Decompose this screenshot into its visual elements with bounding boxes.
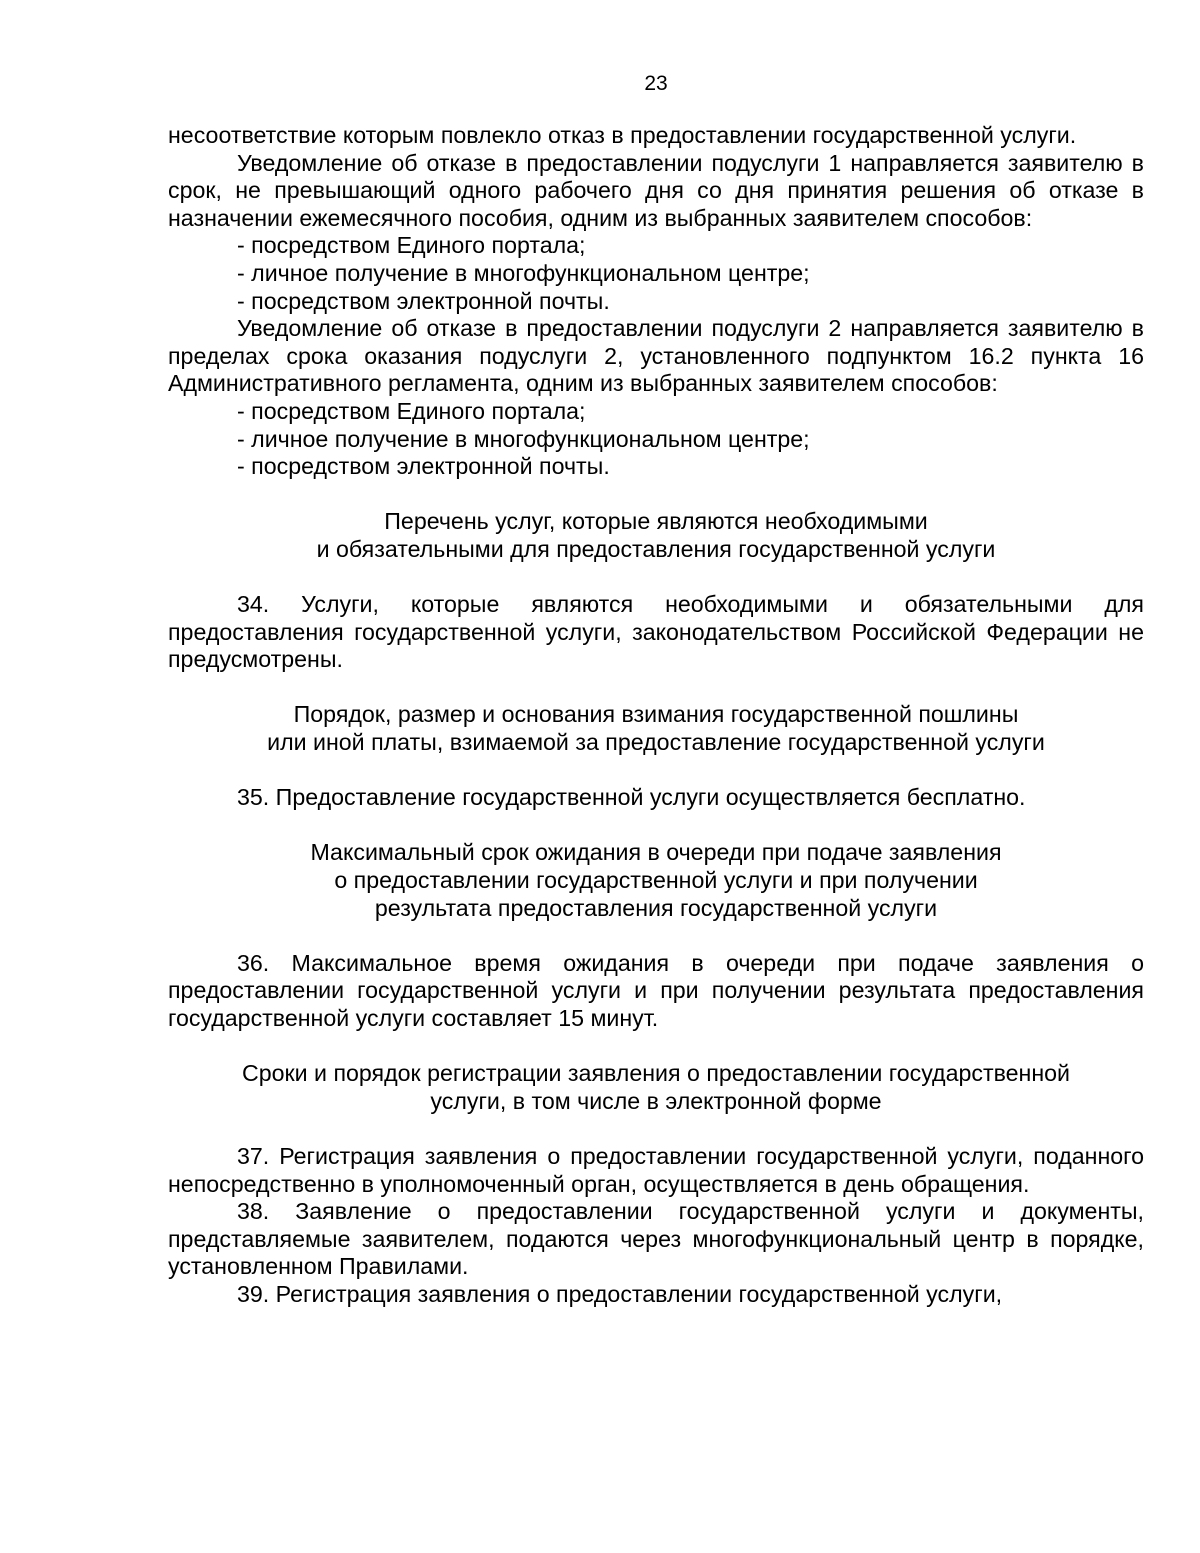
spacer <box>168 757 1144 785</box>
list-item: - личное получение в многофункциональном центре; <box>237 425 810 452</box>
paragraph-35: 35. Предоставление государственной услуги осуществляется бесплатно. <box>237 784 1026 811</box>
spacer <box>168 1033 1144 1061</box>
spacer <box>168 481 1144 509</box>
document-body <box>168 122 1144 1309</box>
paragraph-36: 36. Максимальное время ожидания в очереди при подаче заявления о предоставлении государственной услуги и при получении результата предоставления государственной услуги составляет 15 минут. <box>168 949 1144 1031</box>
spacer <box>168 1115 1144 1143</box>
paragraph-37: 37. Регистрация заявления о предоставлении государственной услуги, поданного непосредственно в уполномоченный орган, осуществляется в день обращения. <box>168 1142 1144 1197</box>
list-item: - посредством Единого портала; <box>237 232 586 259</box>
paragraph-continuation: несоответствие которым повлекло отказ в предоставлении государственной услуги. <box>168 122 1077 148</box>
paragraph-39: 39. Регистрация заявления о предоставлении государственной услуги, <box>237 1280 1003 1307</box>
list-item: - посредством электронной почты. <box>237 287 610 314</box>
section-heading: результата предоставления государственной услуги <box>374 894 938 921</box>
section-heading: услуги, в том числе в электронной форме <box>430 1087 882 1114</box>
section-heading: Максимальный срок ожидания в очереди при подаче заявления <box>310 839 1002 866</box>
spacer <box>168 564 1144 592</box>
section-heading: Сроки и порядок регистрации заявления о предоставлении государственной <box>241 1060 1071 1087</box>
spacer <box>168 674 1144 702</box>
spacer <box>168 812 1144 840</box>
page-number: 23 <box>644 72 668 95</box>
list-item: - посредством электронной почты. <box>237 453 610 480</box>
spacer <box>168 922 1144 950</box>
paragraph-notice-subservice-1: Уведомление об отказе в предоставлении подуслуги 1 направляется заявителю в срок, не превышающий одного рабочего дня со дня принятия решения об отказе в назначении ежемесячного пособия, одним из выбранных заявителем способов: <box>168 149 1144 231</box>
section-heading: Порядок, размер и основания взимания государственной пошлины <box>293 701 1019 728</box>
section-heading: или иной платы, взимаемой за предоставление государственной услуги <box>267 729 1045 756</box>
section-heading: и обязательными для предоставления государственной услуги <box>316 535 996 562</box>
list-item: - посредством Единого портала; <box>237 397 586 424</box>
paragraph-34: 34. Услуги, которые являются необходимыми и обязательными для предоставления государственной услуги, законодательством Российской Федерации не предусмотрены. <box>168 591 1144 673</box>
section-heading: Перечень услуг, которые являются необходимыми <box>384 508 928 535</box>
section-heading: о предоставлении государственной услуги и при получении <box>334 867 978 894</box>
list-item: - личное получение в многофункциональном центре; <box>237 259 810 286</box>
paragraph-38: 38. Заявление о предоставлении государственной услуги и документы, представляемые заявителем, подаются через многофункциональный центр в порядке, установленном Правилами. <box>168 1198 1144 1280</box>
paragraph-notice-subservice-2: Уведомление об отказе в предоставлении подуслуги 2 направляется заявителю в пределах срока оказания подуслуги 2, установленного подпунктом 16.2 пункта 16 Административного регламента, одним из выбранных заявителем способов: <box>168 315 1144 397</box>
